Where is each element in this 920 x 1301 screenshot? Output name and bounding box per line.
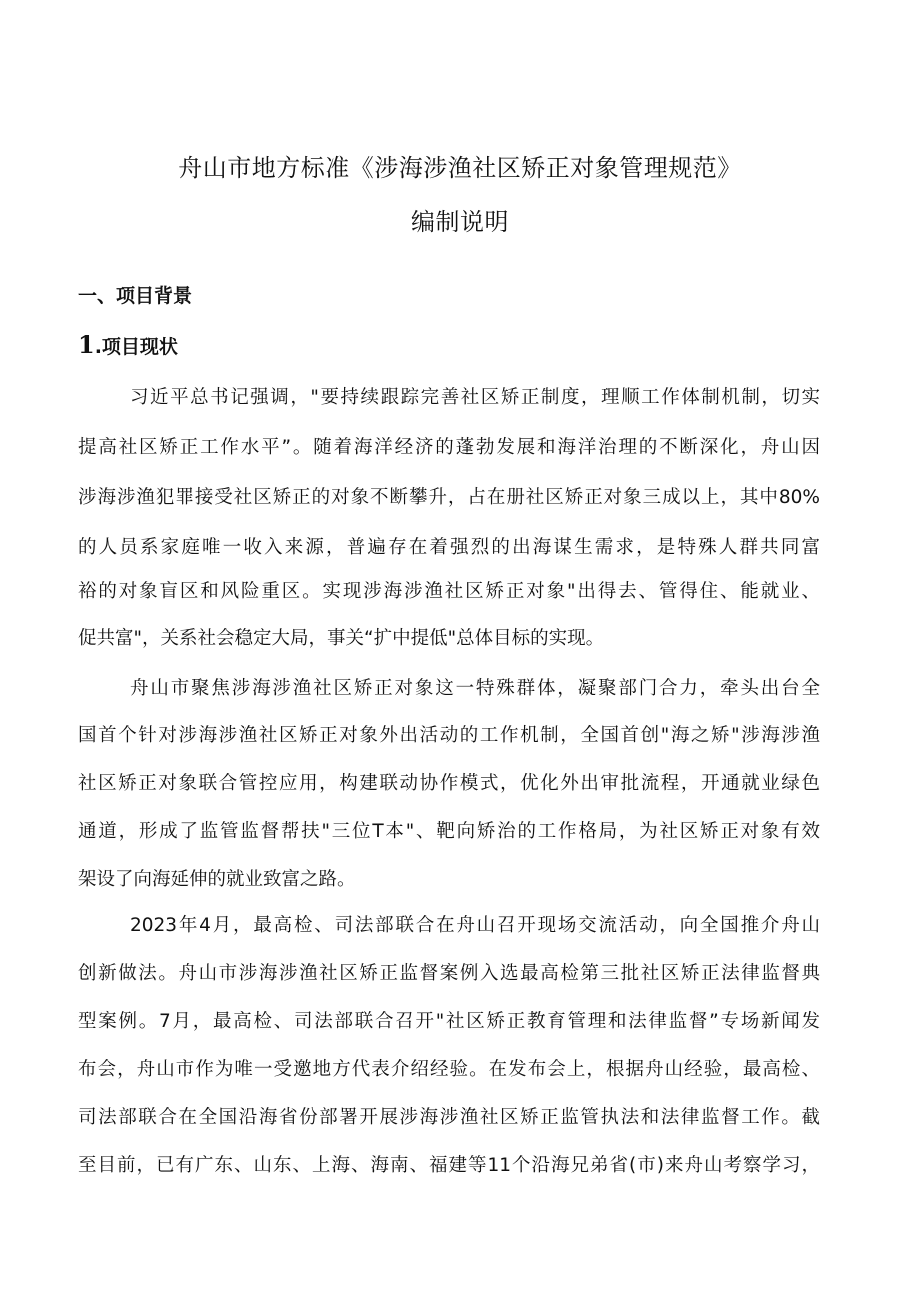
paragraph-2-line: 通道，形成了监管监督帮扶"三位T本"、靶向矫治的工作格局，为社区矫正对象有效: [78, 821, 820, 842]
paragraph-2-line: 舟山市聚焦涉海涉渔社区矫正对象这一特殊群体，凝聚部门合力，牵头出台全: [130, 678, 820, 699]
section-heading: 一、项目背景: [78, 285, 193, 307]
paragraph-1-line: 提高社区矫正工作水平”。随着海洋经济的蓬勃发展和海洋治理的不断深化，舟山因: [78, 437, 820, 458]
paragraph-2-line: 社区矫正对象联合管控应用，构建联动协作模式，优化外出审批流程，开通就业绿色: [78, 773, 820, 794]
paragraph-3-line: 创新做法。舟山市涉海涉渔社区矫正监督案例入选最高检第三批社区矫正法律监督典: [78, 963, 820, 984]
subsection-heading: [78, 330, 178, 359]
subsection-number: 1: [78, 330, 95, 359]
paragraph-3-line: 型案例。7月，最高检、司法部联合召开"社区矫正教育管理和法律监督”专场新闻发: [78, 1011, 820, 1032]
paragraph-1-line: 促共富"，关系社会稳定大局，事关“扩中提低"总体目标的实现。: [78, 628, 605, 649]
paragraph-3-line: 司法部联合在全国沿海省份部署开展涉海涉渔社区矫正监管执法和法律监督工作。截: [78, 1107, 820, 1128]
paragraph-3-line: 至目前，已有广东、山东、上海、海南、福建等11个沿海兄弟省(市)来舟山考察学习，: [78, 1155, 820, 1176]
paragraph-1-line: 涉海涉渔犯罪接受社区矫正的对象不断攀升，占在册社区矫正对象三成以上，其中80%: [78, 487, 820, 508]
paragraph-1-line: 习近平总书记强调，"要持续跟踪完善社区矫正制度，理顺工作体制机制，切实: [130, 387, 820, 408]
paragraph-2-line: 架设了向海延伸的就业致富之路。: [78, 869, 356, 890]
document-title: 舟山市地方标准《涉海涉渔社区矫正对象管理规范》: [178, 154, 742, 182]
paragraph-1-line: 的人员系家庭唯一收入来源，普遍存在着强烈的出海谋生需求，是特殊人群共同富: [78, 537, 820, 558]
paragraph-2-line: 国首个针对涉海涉渔社区矫正对象外出活动的工作机制，全国首创"海之矫"涉海涉渔: [78, 725, 820, 746]
paragraph-3-line: 布会，舟山市作为唯一受邀地方代表介绍经验。在发布会上，根据舟山经验，最高检、: [78, 1059, 820, 1080]
subsection-title: .项目现状: [94, 336, 178, 358]
paragraph-3-line: 2023年4月，最高检、司法部联合在舟山召开现场交流活动，向全国推介舟山: [130, 915, 820, 936]
paragraph-1-line: 裕的对象盲区和风险重区。实现涉海涉渔社区矫正对象"出得去、管得住、能就业、: [78, 581, 820, 602]
document-subtitle: 编制说明: [411, 208, 509, 236]
